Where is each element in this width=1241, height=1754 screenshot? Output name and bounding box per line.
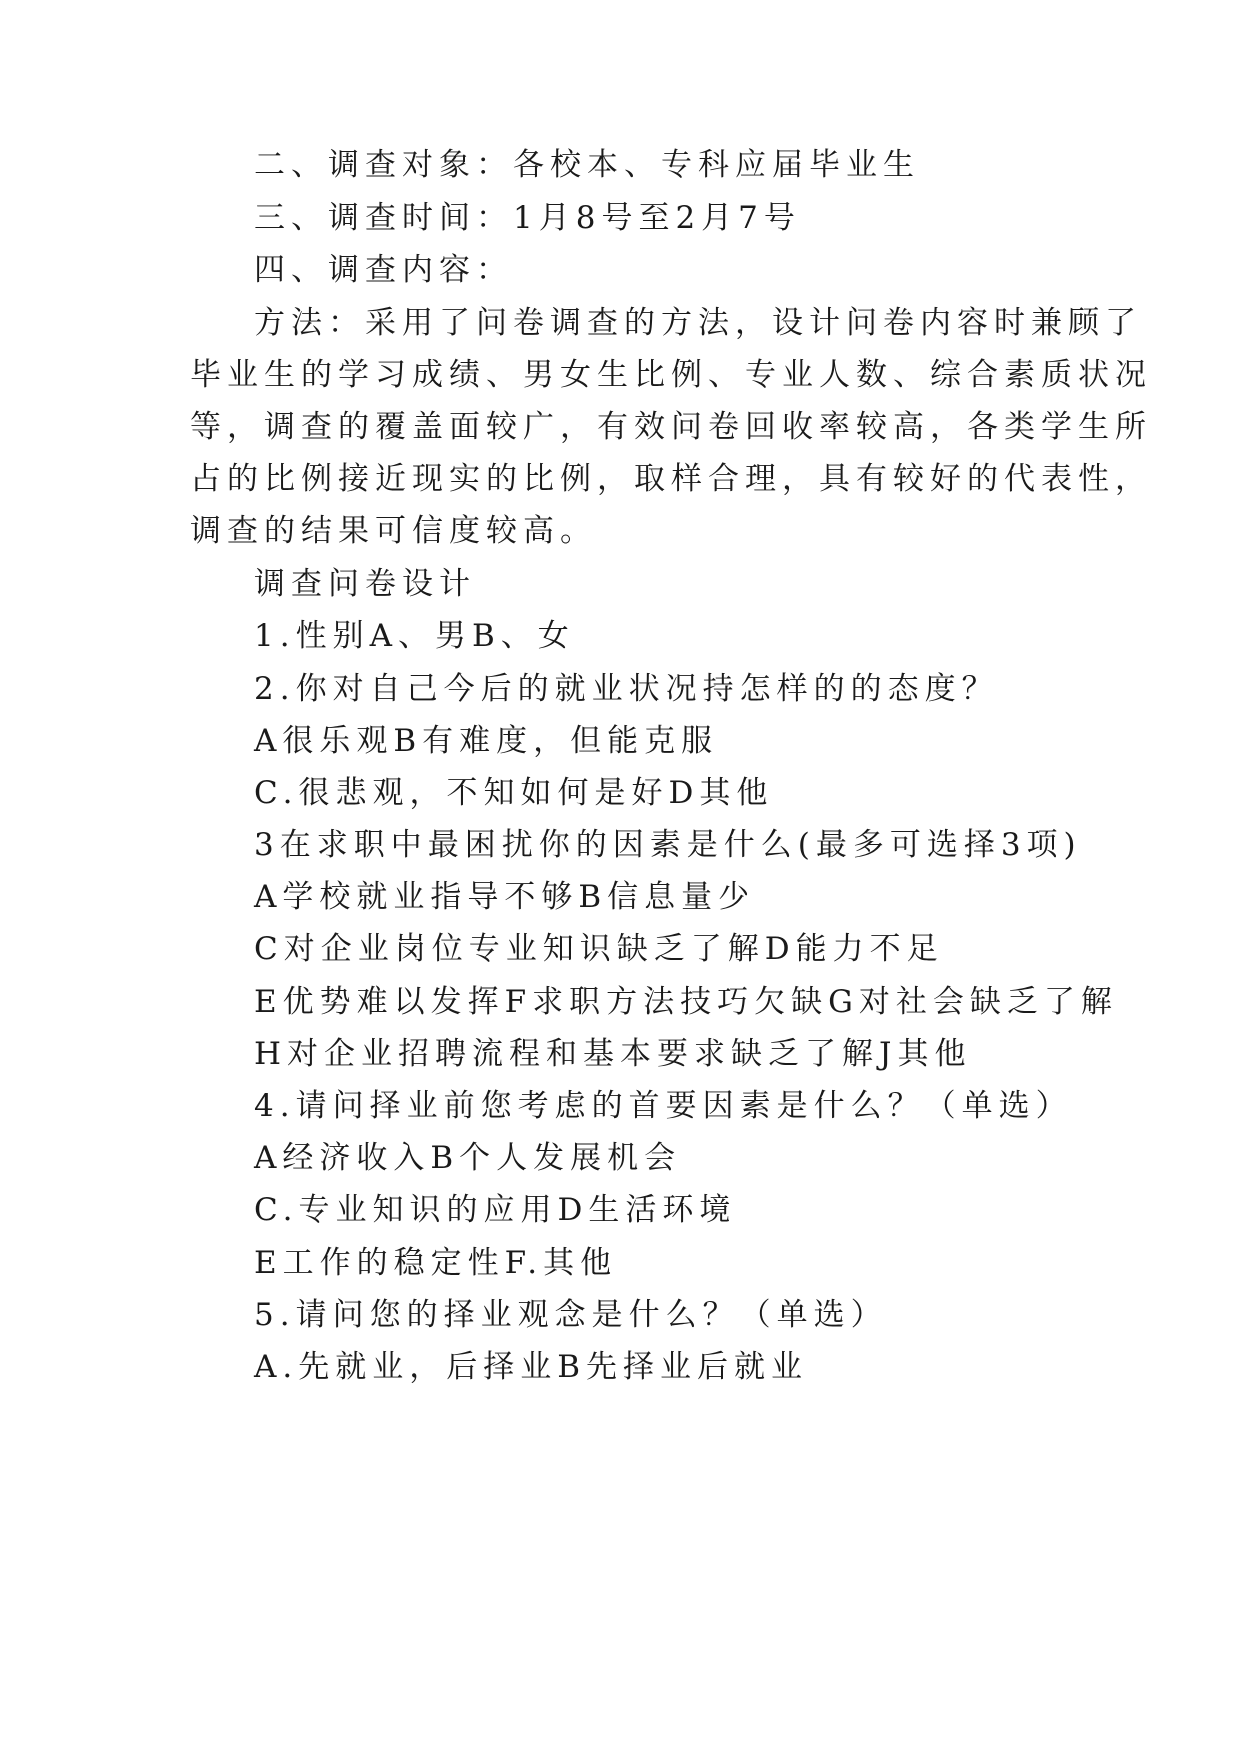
question-line: A.先就业，后择业B先择业后就业 [254, 1349, 809, 1385]
question-line: A很乐观B有难度，但能克服 [254, 723, 719, 759]
paragraph-line: 方法：采用了问卷调查的方法，设计问卷内容时兼顾了 [254, 305, 1142, 341]
question-line: 4.请问择业前您考虑的首要因素是什么？（单选） [254, 1088, 1073, 1124]
section-survey-time: 三、调查时间：1月8号至2月7号 [254, 200, 801, 236]
question-line: 3在求职中最困扰你的因素是什么(最多可选择3项) [254, 827, 1082, 863]
question-line: E优势难以发挥F求职方法技巧欠缺G对社会缺乏了解 [254, 984, 1118, 1020]
paragraph-line: 毕业生的学习成绩、男女生比例、专业人数、综合素质状况 [190, 357, 1152, 393]
paragraph-line: 占的比例接近现实的比例，取样合理，具有较好的代表性， [190, 461, 1152, 497]
question-line: C对企业岗位专业知识缺乏了解D能力不足 [254, 931, 944, 967]
question-line: A经济收入B个人发展机会 [254, 1140, 682, 1176]
question-line: H对企业招聘流程和基本要求缺乏了解J其他 [254, 1036, 972, 1072]
question-line: 1.性别A、男B、女 [254, 618, 575, 654]
questionnaire-title: 调查问卷设计 [254, 566, 476, 602]
paragraph-line: 等，调查的覆盖面较广，有效问卷回收率较高，各类学生所 [190, 409, 1152, 445]
question-line: 2.你对自己今后的就业状况持怎样的的态度？ [254, 671, 999, 707]
paragraph-line: 调查的结果可信度较高。 [190, 513, 597, 549]
question-line: C.专业知识的应用D生活环境 [254, 1192, 737, 1228]
section-survey-subjects: 二、调查对象：各校本、专科应届毕业生 [254, 147, 920, 183]
section-survey-content: 四、调查内容： [254, 252, 513, 288]
question-line: E工作的稳定性F.其他 [254, 1245, 618, 1281]
question-line: C.很悲观，不知如何是好D其他 [254, 775, 774, 811]
question-line: 5.请问您的择业观念是什么？（单选） [254, 1297, 888, 1333]
question-line: A学校就业指导不够B信息量少 [254, 879, 756, 915]
